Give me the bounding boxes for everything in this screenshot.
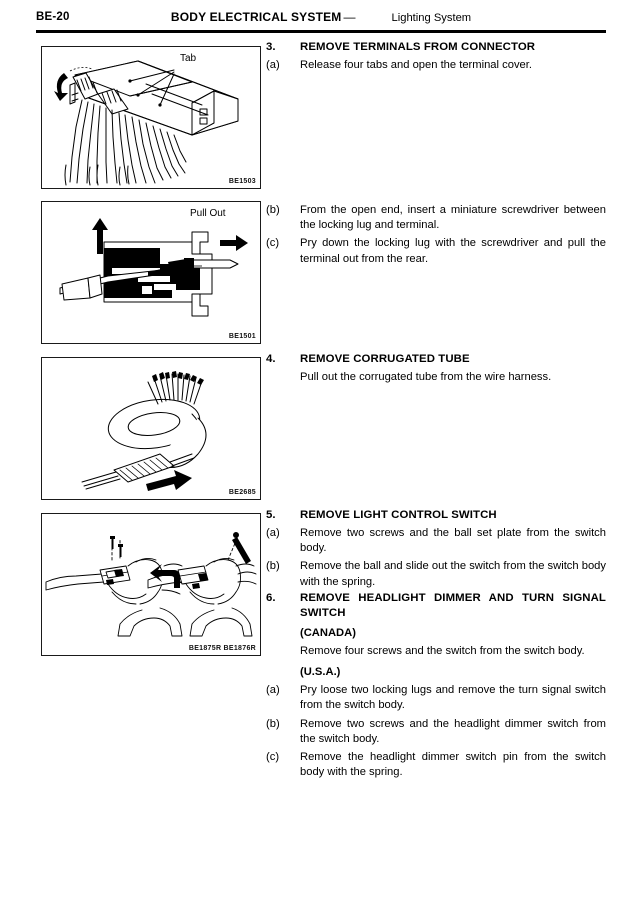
figure-1-label-tab: Tab xyxy=(180,53,197,64)
step-3-item-a-marker: (a) xyxy=(266,59,280,71)
header-subtitle: Lighting System xyxy=(391,12,472,24)
figure-2-label-pull-out: Pull Out xyxy=(190,208,226,219)
step-4-title: REMOVE CORRUGATED TUBE xyxy=(300,353,470,365)
step-6-item-c-text: Remove the headlight dimmer switch pin from the switch body with the spring. xyxy=(300,751,606,779)
step-4-heading xyxy=(266,352,606,367)
step-5-item-a-text: Remove two screws and the ball set plate from the switch body. xyxy=(300,527,606,555)
step-3-title: REMOVE TERMINALS FROM CONNECTOR xyxy=(300,41,536,53)
step-6-item-a-text: Pry loose two locking lugs and remove the turn signal switch from the switch body. xyxy=(300,684,606,712)
figure-2-code: BE1501 xyxy=(228,333,256,340)
figure-1-artwork xyxy=(42,47,260,188)
step-6-item-b-marker: (b) xyxy=(266,717,280,730)
figure-3-artwork xyxy=(42,358,260,499)
step-6-item-a-marker: (a) xyxy=(266,684,280,697)
step-5-item-b-text: Remove the ball and slide out the switch from the switch body with the spring. xyxy=(300,560,606,588)
figure-connector-tabs xyxy=(41,46,261,189)
step-5-item-a xyxy=(266,526,606,556)
figure-4-artwork xyxy=(42,514,260,655)
header-divider xyxy=(36,30,606,33)
step-3-item-c-text: Pry down the locking lug with the screwdriver and pull the terminal out from the rear. xyxy=(300,237,606,265)
step-3-item-c-marker: (c) xyxy=(266,237,280,250)
connector-cross-section-drawing xyxy=(42,202,260,343)
step-3-item-b-text: From the open end, insert a miniature screwdriver between the locking lug and terminal. xyxy=(300,204,606,232)
step-3 xyxy=(266,40,606,73)
step-3-item-b xyxy=(266,203,606,233)
header-system-title: BODY ELECTRICAL SYSTEM xyxy=(170,10,342,24)
figure-terminal-pry xyxy=(41,201,261,344)
step-6-usa-label: (U.S.A.) xyxy=(300,665,341,678)
figure-2-artwork xyxy=(42,202,260,343)
step-5-number: 5. xyxy=(266,509,276,521)
step-6-heading xyxy=(266,591,606,621)
step-3-item-a-text: Release four tabs and open the terminal cover. xyxy=(300,59,532,71)
step-6-item-b-text: Remove two screws and the headlight dimmer switch from the switch body. xyxy=(300,717,606,745)
step-5-item-a-marker: (a) xyxy=(266,527,280,539)
rotate-arrow-icon xyxy=(54,73,68,101)
step-5-title: REMOVE LIGHT CONTROL SWITCH xyxy=(300,509,497,521)
step-6 xyxy=(266,591,606,780)
figure-3-code: BE2685 xyxy=(228,489,256,496)
corrugated-tube-drawing xyxy=(42,358,260,499)
step-6-item-a xyxy=(266,683,606,713)
step-3-number: 3. xyxy=(266,41,276,53)
step-3-item-b-marker: (b) xyxy=(266,204,280,216)
page-header xyxy=(36,10,606,32)
step-5-item-b xyxy=(266,559,606,589)
step-5-item-b-marker: (b) xyxy=(266,560,280,573)
step-6-item-c-marker: (c) xyxy=(266,751,280,764)
step-3-item-a xyxy=(266,58,606,73)
switch-assembly-drawing xyxy=(42,514,260,655)
step-4 xyxy=(266,352,606,385)
step-6-canada-body: Remove four screws and the switch from the switch body. xyxy=(300,645,585,658)
right-arrow-icon xyxy=(220,235,248,251)
step-6-item-b xyxy=(266,717,606,747)
header-title xyxy=(36,10,606,26)
step-6-title: REMOVE HEADLIGHT DIMMER AND TURN SIGNAL SWITCH xyxy=(300,592,606,619)
step-5-heading xyxy=(266,508,606,523)
step-6-item-c xyxy=(266,750,606,780)
step-3-heading xyxy=(266,40,606,55)
page-number: BE-20 xyxy=(36,11,70,23)
figure-4-code: BE1875R BE1876R xyxy=(188,645,256,652)
figure-switch-removal xyxy=(41,513,261,656)
step-5 xyxy=(266,508,606,590)
step-4-body: Pull out the corrugated tube from the wire harness. xyxy=(300,371,552,383)
figure-corrugated-tube xyxy=(41,357,261,500)
step-4-number: 4. xyxy=(266,353,276,365)
connector-harness-drawing xyxy=(42,47,260,188)
step-3-item-c xyxy=(266,236,606,266)
header-dash: — xyxy=(343,10,356,24)
step-3-continued xyxy=(266,200,606,267)
figure-1-code: BE1503 xyxy=(228,178,256,185)
step-6-canada-label: (CANADA) xyxy=(300,627,356,639)
step-6-number: 6. xyxy=(266,592,276,604)
